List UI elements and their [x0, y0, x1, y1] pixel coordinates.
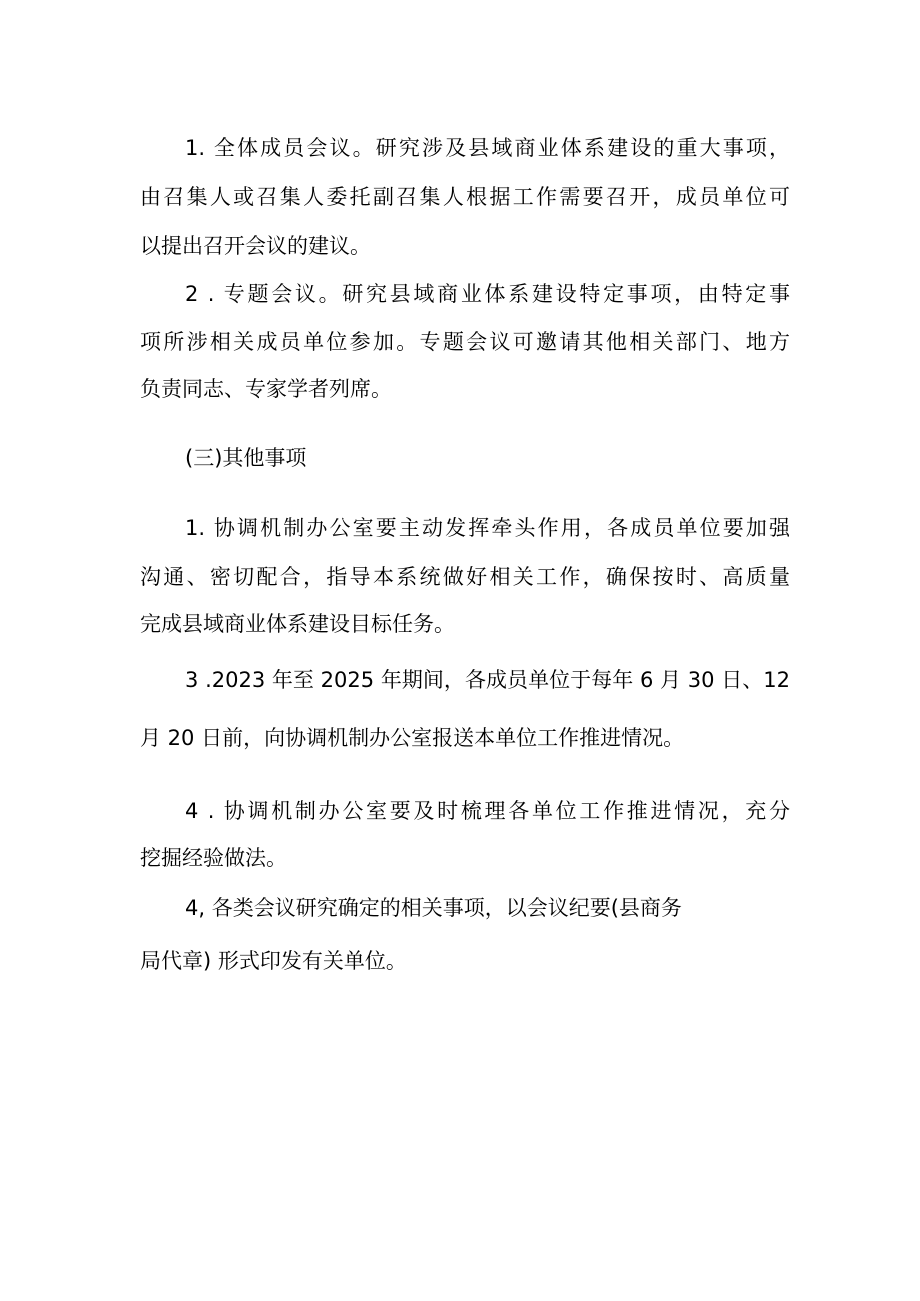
paragraph-6-line-1: 4, 各类会议研究确定的相关事项，以会议纪要(县商务 [185, 896, 682, 920]
section-heading-other-matters: (三)其他事项 [185, 446, 307, 470]
paragraph-6-line-2: 局代章) 形式印发有关单位。 [140, 949, 407, 973]
paragraph-2-line-2: 项所涉相关成员单位参加。专题会议可邀请其他相关部门、地方 [140, 330, 790, 354]
paragraph-4-line-2: 月 20 日前，向协调机制办公室报送本单位工作推进情况。 [140, 726, 685, 750]
paragraph-2-line-1: 2 . 专题会议。研究县域商业体系建设特定事项，由特定事 [185, 282, 790, 306]
paragraph-3-line-3: 完成县域商业体系建设目标任务。 [140, 612, 455, 636]
paragraph-3-line-1: 1. 协调机制办公室要主动发挥牵头作用，各成员单位要加强 [185, 516, 790, 540]
paragraph-5-line-1: 4 . 协调机制办公室要及时梳理各单位工作推进情况，充分 [185, 799, 790, 823]
paragraph-3-line-2: 沟通、密切配合，指导本系统做好相关工作，确保按时、高质量 [140, 565, 790, 589]
paragraph-4-line-1: 3 .2023 年至 2025 年期间，各成员单位于每年 6 月 30 日、12 [185, 668, 790, 692]
paragraph-1-line-2: 由召集人或召集人委托副召集人根据工作需要召开，成员单位可 [140, 185, 790, 209]
paragraph-5-line-2: 挖掘经验做法。 [140, 846, 287, 870]
paragraph-1-line-1: 1. 全体成员会议。研究涉及县域商业体系建设的重大事项， [185, 136, 790, 160]
paragraph-2-line-3: 负责同志、专家学者列席。 [140, 377, 392, 401]
paragraph-1-line-3: 以提出召开会议的建议。 [140, 234, 371, 258]
